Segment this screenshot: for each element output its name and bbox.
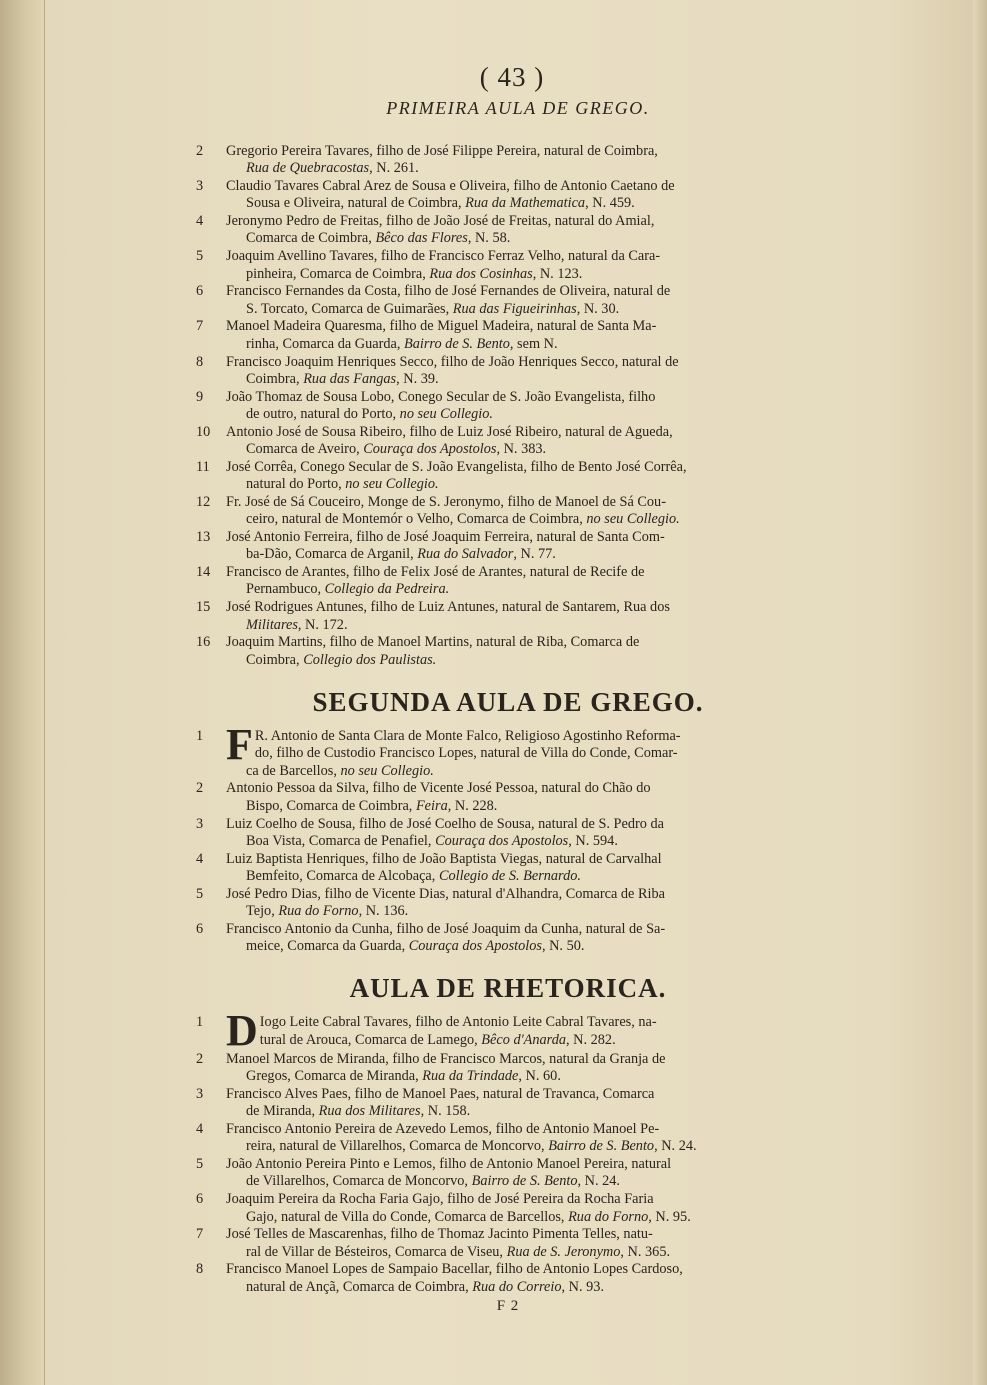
entry-text xyxy=(226,1226,820,1261)
entry-line-text: , N. 282. xyxy=(566,1031,616,1048)
entry-number: 14 xyxy=(196,564,211,581)
entry-address: Collegio da Pedreira. xyxy=(324,581,450,598)
entry-line xyxy=(226,195,820,212)
page-content xyxy=(196,62,820,1315)
entry-line xyxy=(226,1068,820,1085)
entry-address: Collegio de S. Bernardo. xyxy=(438,867,581,884)
entry-line: Antonio José de Sousa Ribeiro, filho de Luiz José Ribeiro, natural de Agueda, xyxy=(226,423,673,440)
entry-line xyxy=(226,798,820,815)
list-item xyxy=(196,389,820,424)
entry-line: Luiz Coelho de Sousa, filho de José Coelho de Sousa, natural de S. Pedro da xyxy=(226,815,664,832)
entry-line xyxy=(226,938,820,955)
list-item xyxy=(196,816,820,851)
list-item xyxy=(196,1121,820,1156)
entry-text xyxy=(226,816,820,851)
entry-line xyxy=(226,1244,820,1261)
entry-text xyxy=(226,1191,820,1226)
entry-address: Rua dos Militares xyxy=(318,1103,421,1120)
list-item xyxy=(196,1226,820,1261)
entry-address: Bairro de S. Bento xyxy=(548,1138,655,1155)
entry-line xyxy=(226,406,820,423)
entry-text xyxy=(226,1261,820,1296)
list-item xyxy=(196,1156,820,1191)
entry-number: 12 xyxy=(196,493,211,510)
list-item xyxy=(196,921,820,956)
entry-line: Francisco Joaquim Henriques Secco, filho de João Henriques Secco, natural de xyxy=(226,353,679,370)
entry-address: Rua da Mathematica xyxy=(465,195,586,212)
entry-line-text: , N. 594. xyxy=(568,832,618,849)
entry-line: R. Antonio de Santa Clara de Monte Falco, Religioso Agostinho Reforma- xyxy=(254,727,681,744)
entry-line: Manoel Madeira Quaresma, filho de Miguel Madeira, natural de Santa Ma- xyxy=(226,318,657,335)
entry-line xyxy=(226,652,820,669)
entry-line xyxy=(226,1138,820,1155)
entry-line-text: meice, Comarca da Guarda, xyxy=(246,938,409,955)
entry-line-text: natural de Ançã, Comarca de Coimbra, xyxy=(246,1278,473,1295)
entry-line xyxy=(226,230,820,247)
entry-text xyxy=(226,529,820,564)
list-item xyxy=(196,529,820,564)
entry-line: Francisco de Arantes, filho de Felix José de Arantes, natural de Recife de xyxy=(226,564,645,581)
entry-text xyxy=(226,318,820,353)
section-title-segunda-aula: SEGUNDA AULA DE GREGO. xyxy=(312,686,704,717)
entry-line: do, filho de Custodio Francisco Lopes, natural de Villa do Conde, Comar- xyxy=(254,745,678,762)
entry-line-text: , sem N. xyxy=(509,335,558,352)
entry-line: Joaquim Avellino Tavares, filho de Francisco Ferraz Velho, natural da Cara- xyxy=(226,248,661,265)
list-item xyxy=(196,780,820,815)
list-item xyxy=(196,459,820,494)
entry-text xyxy=(226,213,820,248)
entry-address: Collegio dos Paulistas. xyxy=(303,651,437,668)
entry-line-text: Boa Vista, Comarca de Penafiel, xyxy=(246,832,436,849)
entry-line: Antonio Pessoa da Silva, filho de Vicente José Pessoa, natural do Chão do xyxy=(226,780,651,797)
list-item xyxy=(196,248,820,283)
entry-address: Couraça dos Apostolos xyxy=(435,832,569,849)
entry-line: Francisco Manoel Lopes de Sampaio Bacellar, filho de Antonio Lopes Cardoso, xyxy=(226,1261,683,1278)
entry-line: João Antonio Pereira Pinto e Lemos, filho de Antonio Manoel Pereira, natural xyxy=(226,1156,672,1173)
entry-address: Rua do Forno xyxy=(568,1208,649,1225)
entry-line-text: tural de Arouca, Comarca de Lamego, xyxy=(259,1031,482,1048)
entry-line xyxy=(226,1032,820,1049)
entry-line xyxy=(226,441,820,458)
entry-line-text: , N. 30. xyxy=(576,300,620,317)
entry-number: 5 xyxy=(196,1156,204,1173)
entry-address: Bêco d'Anarda xyxy=(481,1031,567,1048)
entry-text xyxy=(226,780,820,815)
entry-line-text: Gajo, natural de Villa do Conde, Comarca de Barcellos, xyxy=(246,1208,569,1225)
entry-line xyxy=(226,868,820,885)
entry-number: 1 xyxy=(196,1014,204,1031)
entry-address: Couraça dos Apostolos xyxy=(408,938,542,955)
list-item xyxy=(196,719,820,780)
entry-line-text: ba-Dão, Comarca de Arganil, xyxy=(246,546,418,563)
entry-line xyxy=(226,266,820,283)
list-item xyxy=(196,354,820,389)
entry-line-text: de Villarelhos, Comarca de Moncorvo, xyxy=(246,1173,472,1190)
entry-number: 6 xyxy=(196,920,204,937)
entry-line: Francisco Fernandes da Costa, filho de José Fernandes de Oliveira, natural de xyxy=(226,283,671,300)
entry-line-text: Coimbra, xyxy=(246,651,304,668)
entry-line: Francisco Antonio da Cunha, filho de José Joaquim da Cunha, natural de Sa- xyxy=(226,920,666,937)
entry-line-text: , N. 123. xyxy=(532,265,583,282)
entry-line-text: , N. 77. xyxy=(513,546,556,563)
list-item xyxy=(196,213,820,248)
entry-line: José Rodrigues Antunes, filho de Luiz Antunes, natural de Santarem, Rua dos xyxy=(226,599,670,616)
list-item xyxy=(196,178,820,213)
entry-line-text: Comarca de Coimbra, xyxy=(246,230,376,247)
entry-number: 2 xyxy=(196,143,204,159)
entry-number: 4 xyxy=(196,1121,204,1138)
entry-line-text: Coimbra, xyxy=(246,370,304,387)
entry-address: no seu Collegio. xyxy=(399,405,493,422)
entry-number: 4 xyxy=(196,850,204,867)
entry-line-text: Bemfeito, Comarca de Alcobaça, xyxy=(246,867,439,884)
list-item xyxy=(196,886,820,921)
entry-address: no seu Collegio. xyxy=(340,762,434,779)
entry-number: 7 xyxy=(196,1226,204,1243)
entry-line-text: , N. 383. xyxy=(496,441,547,458)
entry-line-text: natural do Porto, xyxy=(246,476,346,493)
entry-line-text: , N. 93. xyxy=(561,1278,605,1295)
entry-number: 11 xyxy=(196,458,210,475)
entry-line-text: pinheira, Comarca de Coimbra, xyxy=(246,265,430,282)
entry-line: José Corrêa, Conego Secular de S. João Evangelista, filho de Bento José Corrêa, xyxy=(226,458,687,475)
entry-line-text: , N. 172. xyxy=(297,616,348,633)
entry-number: 4 xyxy=(196,213,204,230)
entry-number: 13 xyxy=(196,529,211,546)
entry-line-text: , N. 60. xyxy=(518,1068,561,1085)
entry-line: Fr. José de Sá Couceiro, Monge de S. Jeronymo, filho de Manoel de Sá Cou- xyxy=(226,493,666,510)
entry-number: 1 xyxy=(196,727,204,744)
page-edge xyxy=(973,0,987,1385)
list-item xyxy=(196,851,820,886)
entry-line: Joaquim Pereira da Rocha Faria Gajo, filho de José Pereira da Rocha Faria xyxy=(226,1191,654,1208)
page-spine xyxy=(0,0,45,1385)
entry-address: Rua de S. Jeronymo xyxy=(506,1243,621,1260)
entry-address: Bairro de S. Bento xyxy=(471,1173,578,1190)
entry-line-text: Tejo, xyxy=(246,902,279,919)
list-item xyxy=(196,1191,820,1226)
entry-line: João Thomaz de Sousa Lobo, Conego Secular de S. João Evangelista, filho xyxy=(226,388,656,405)
list-item xyxy=(196,494,820,529)
entry-line-text: Sousa e Oliveira, natural de Coimbra, xyxy=(246,195,466,212)
entry-number: 5 xyxy=(196,248,204,265)
entry-text xyxy=(226,354,820,389)
entry-text xyxy=(226,459,820,494)
entry-address: Couraça dos Apostolos xyxy=(363,441,497,458)
drop-cap: D xyxy=(226,1006,258,1056)
entry-line xyxy=(226,1103,820,1120)
list-item xyxy=(196,1006,820,1056)
entry-number: 3 xyxy=(196,815,204,832)
entry-line: Francisco Antonio Pereira de Azevedo Lemos, filho de Antonio Manoel Pe- xyxy=(226,1121,660,1138)
entry-text xyxy=(226,283,820,318)
entry-number: 10 xyxy=(196,423,211,440)
entry-line: José Antonio Ferreira, filho de José Joaquim Ferreira, natural de Santa Com- xyxy=(226,529,665,546)
entry-line xyxy=(226,371,820,388)
list-item xyxy=(196,424,820,459)
entry-list-rhetorica xyxy=(196,1006,820,1296)
list-item xyxy=(196,634,820,669)
entry-line xyxy=(226,903,820,920)
entry-line-text: , N. 50. xyxy=(541,938,585,955)
entry-line-text: , N. 261. xyxy=(369,160,419,177)
entry-text xyxy=(226,1121,820,1156)
entry-line-text: S. Torcato, Comarca de Guimarães, xyxy=(246,300,453,317)
entry-text xyxy=(226,178,820,213)
entry-list-segunda-aula xyxy=(196,719,820,955)
entry-line-text: Bispo, Comarca de Coimbra, xyxy=(246,797,416,814)
list-item xyxy=(196,143,820,178)
entry-line xyxy=(226,546,820,563)
entry-address: no seu Collegio. xyxy=(586,511,680,528)
list-item xyxy=(196,1086,820,1121)
entry-line: Claudio Tavares Cabral Arez de Sousa e Oliveira, filho de Antonio Caetano de xyxy=(226,178,675,195)
entry-line: Joaquim Martins, filho de Manoel Martins, natural de Riba, Comarca de xyxy=(226,634,640,651)
section-title-rhetorica: AULA DE RHETORICA. xyxy=(349,973,667,1004)
list-item xyxy=(196,1261,820,1296)
entry-line-text: , N. 24. xyxy=(577,1173,620,1190)
entry-line: Gregorio Pereira Tavares, filho de José Filippe Pereira, natural de Coimbra, xyxy=(226,143,658,159)
entry-line: José Telles de Mascarenhas, filho de Thomaz Jacinto Pimenta Telles, natu- xyxy=(226,1226,653,1243)
entry-text xyxy=(226,494,820,529)
entry-number: 3 xyxy=(196,1085,204,1102)
entry-line-text: ceiro, natural de Montemór o Velho, Comarca de Coimbra, xyxy=(246,511,587,528)
list-item xyxy=(196,599,820,634)
entry-line: Iogo Leite Cabral Tavares, filho de Antonio Leite Cabral Tavares, na- xyxy=(259,1014,657,1031)
entry-line xyxy=(226,336,820,353)
entry-line: Jeronymo Pedro de Freitas, filho de João José de Freitas, natural do Amial, xyxy=(226,213,655,230)
entry-line xyxy=(226,1279,820,1296)
entry-line-text: , N. 58. xyxy=(467,230,511,247)
entry-number: 2 xyxy=(196,780,204,797)
list-item xyxy=(196,283,820,318)
signature-mark: F 2 xyxy=(496,1298,520,1315)
entry-line-text: , N. 95. xyxy=(648,1208,691,1225)
entry-line-text: de outro, natural do Porto, xyxy=(246,405,400,422)
entry-text xyxy=(226,719,820,780)
entry-text xyxy=(226,424,820,459)
entry-number: 16 xyxy=(196,634,211,651)
entry-line-text: , N. 228. xyxy=(447,797,498,814)
entry-number: 8 xyxy=(196,353,204,370)
entry-text xyxy=(226,1086,820,1121)
entry-number: 6 xyxy=(196,1191,204,1208)
entry-address: Rua dos Cosinhas xyxy=(429,265,533,282)
entry-line-text: Gregos, Comarca de Miranda, xyxy=(246,1068,423,1085)
entry-address: Bêco das Flores xyxy=(375,230,468,247)
entry-line-text: rinha, Comarca da Guarda, xyxy=(246,335,404,352)
entry-line-text: , N. 39. xyxy=(396,370,439,387)
entry-line-text: , N. 24. xyxy=(654,1138,697,1155)
entry-address: Rua do Salvador xyxy=(417,546,514,563)
entry-text xyxy=(226,921,820,956)
drop-cap: F xyxy=(226,719,253,769)
entry-line-text: de Miranda, xyxy=(246,1103,319,1120)
entry-line xyxy=(226,160,820,177)
list-item xyxy=(196,564,820,599)
entry-number: 5 xyxy=(196,885,204,902)
entry-address: Feira xyxy=(415,797,448,814)
entry-line: Francisco Alves Paes, filho de Manoel Paes, natural de Travanca, Comarca xyxy=(226,1085,655,1102)
entry-line xyxy=(226,511,820,528)
entry-number: 3 xyxy=(196,178,204,195)
entry-address: Rua das Fangas xyxy=(303,370,397,387)
entry-text xyxy=(226,851,820,886)
entry-address: Rua de Quebracostas xyxy=(246,160,370,177)
entry-number: 7 xyxy=(196,318,204,335)
entry-text xyxy=(226,1156,820,1191)
entry-line xyxy=(226,1209,820,1226)
entry-address: Rua da Trindade xyxy=(422,1068,519,1085)
entry-text xyxy=(226,389,820,424)
entry-line xyxy=(226,833,820,850)
entry-address: Rua do Correio xyxy=(472,1278,562,1295)
entry-address: Bairro de S. Bento xyxy=(404,335,510,352)
entry-line-text: , N. 136. xyxy=(358,902,409,919)
entry-number: 8 xyxy=(196,1261,204,1278)
section-title-primeira-aula: PRIMEIRA AULA DE GREGO. xyxy=(386,98,650,118)
entry-line xyxy=(226,476,820,493)
entry-number: 6 xyxy=(196,283,204,300)
entry-line-text: , N. 158. xyxy=(420,1103,471,1120)
entry-line-text: , N. 365. xyxy=(620,1243,671,1260)
entry-line xyxy=(226,763,820,780)
entry-line-text: , N. 459. xyxy=(585,195,635,212)
entry-text xyxy=(226,599,820,634)
list-item xyxy=(196,1051,820,1086)
entry-line-text: ral de Villar de Bésteiros, Comarca de Viseu, xyxy=(246,1243,507,1260)
entry-text xyxy=(226,564,820,599)
entry-text xyxy=(226,634,820,669)
entry-number: 2 xyxy=(196,1050,204,1067)
entry-line-text: Pernambuco, xyxy=(246,581,325,598)
list-item xyxy=(196,318,820,353)
entry-text xyxy=(226,248,820,283)
entry-text xyxy=(226,1006,820,1056)
entry-address: Rua das Figueirinhas xyxy=(452,300,577,317)
entry-line-text: Comarca de Aveiro, xyxy=(246,441,364,458)
entry-line xyxy=(226,301,820,318)
entry-number: 15 xyxy=(196,599,211,616)
entry-line xyxy=(226,617,820,634)
entry-address: no seu Collegio. xyxy=(345,476,439,493)
entry-text xyxy=(226,886,820,921)
page-number: ( 43 ) xyxy=(479,62,545,92)
entry-number: 9 xyxy=(196,388,204,405)
entry-line: Luiz Baptista Henriques, filho de João Baptista Viegas, natural de Carvalhal xyxy=(226,850,662,867)
entry-line xyxy=(226,1173,820,1190)
entry-line xyxy=(226,581,820,598)
entry-line: Manoel Marcos de Miranda, filho de Francisco Marcos, natural da Granja de xyxy=(226,1050,666,1067)
entry-address: Rua do Forno xyxy=(278,902,359,919)
entry-text xyxy=(226,143,820,178)
entry-list-primeira-aula xyxy=(196,143,820,669)
entry-line: José Pedro Dias, filho de Vicente Dias, natural d'Alhandra, Comarca de Riba xyxy=(226,885,665,902)
entry-address: Militares xyxy=(246,616,298,633)
entry-text xyxy=(226,1051,820,1086)
entry-line-text: reira, natural de Villarelhos, Comarca de Moncorvo, xyxy=(246,1138,549,1155)
entry-line-text: ca de Barcellos, xyxy=(246,762,341,779)
